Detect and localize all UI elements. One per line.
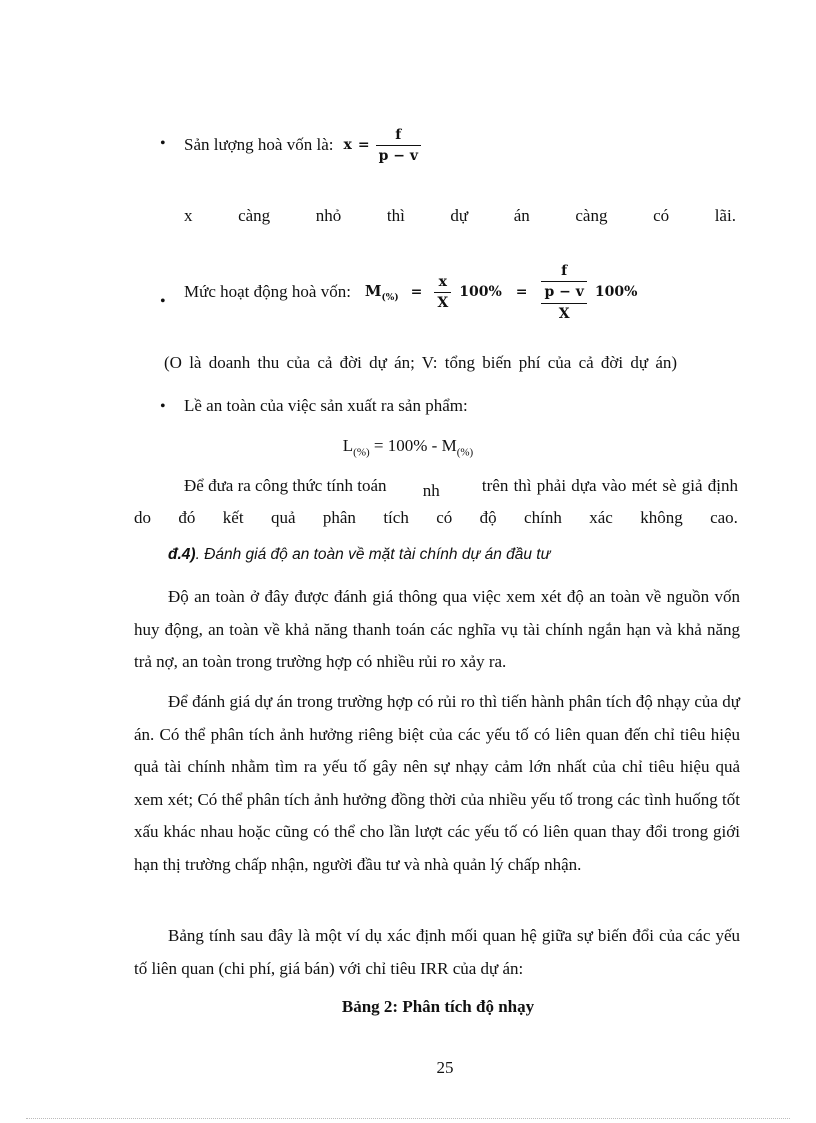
breakeven-note [184,206,736,226]
formula-sub: (%) [353,446,370,459]
activity-lhs [365,282,399,303]
note-word: lãi. [714,206,736,225]
assume-word: do [134,508,151,527]
note-word: án [513,206,530,225]
paren-note [164,353,738,373]
activity-compound-fraction [541,263,586,322]
formula-mid: = 100% - M [369,436,457,455]
assumption-text-b: trên thì phải dựa vào mét sè giả định [481,476,738,495]
breakeven-output-equals: = [357,137,370,153]
breakeven-output-fraction [376,127,421,164]
assume-word: cao. [710,508,738,527]
note-word: có [653,206,670,225]
safety-margin-formula [0,436,816,458]
fraction-denominator: X [558,305,570,322]
fraction-denominator: p − v [378,147,418,164]
fraction-numerator: f [561,262,568,279]
section-heading-number: đ.4) [168,546,196,563]
formula-l: L [342,436,354,455]
activity-percent-1: 100% [459,284,502,300]
assumption-line-1 [184,476,738,500]
note-word: thì [386,206,405,225]
assume-word: có [436,508,453,527]
section-heading [168,546,550,564]
bullet-icon: • [160,293,166,310]
breakeven-activity-formula [184,252,637,332]
assume-word: độ [479,508,497,527]
assumption-nh: nh [422,481,440,500]
assume-word: tích [383,508,409,527]
paragraph-sensitivity: Để đánh giá dự án trong trường hợp có rủi ro thì tiến hành phân tích độ nhạy của dự án. Có thể phân tích ảnh hưởng riêng biệt của các yếu tố có liên quan đến chỉ tiêu hiệu quả tài chính nhằm tìm ra yếu tố gây nên sự nhạy cảm lớn nhất của chỉ tiêu hiệu quả xem xét; Có thể phân tích ảnh hưởng đồng thời của nhiều yếu tố trong các tình huống tốt xấu khác nhau hoặc cũng có thể cho lần lượt các yếu tố có liên quan thay đổi trong giới hạn thị trường chấp nhận, người đầu tư và nhà quản lý chấp nhận. [134,692,740,874]
activity-inner-fraction [541,263,586,303]
formula-sub: (%) [456,446,474,459]
assume-word: xác [589,508,613,527]
fraction-denominator: p − v [544,283,584,300]
page-number: 25 [436,1058,454,1077]
paragraph-table-intro: Bảng tính sau đây là một ví dụ xác định mối quan hệ giữa sự biến đổi của các yếu tố liên quan (chi phí, giá bán) với chỉ tiêu IRR của dự án: [134,926,740,978]
assumption-text-a: Để đưa ra công thức tính toán [184,476,387,495]
assume-word: đó [178,508,196,527]
assume-word: phân [322,508,356,527]
breakeven-output-formula [184,120,421,170]
activity-lhs-main: M [364,281,382,300]
paren-note-text: (O là doanh thu của cả đời dự án; V: tổng biến phí của cả đời dự án) [164,353,678,372]
page-bottom-rule [26,1118,790,1119]
fraction-denominator: X [437,294,449,311]
activity-fraction-1 [434,274,451,311]
breakeven-output-label: Sản lượng hoà vốn là: [184,135,334,154]
breakeven-activity-label: Mức hoạt động hoà vốn: [184,282,351,301]
assumption-line-2 [134,508,738,528]
note-word: càng [575,206,608,225]
assume-word: chính [524,508,562,527]
paragraph-safety: Độ an toàn ở đây được đánh giá thông qua việc xem xét độ an toàn về nguồn vốn huy động, an toàn về khả năng thanh toán các nghĩa vụ tài chính ngắn hạn và khả năng trả nợ, an toàn trong trường hợp có nhiều rủi ro xảy ra. [134,587,740,671]
breakeven-output-lhs: x [343,137,352,153]
section-heading-text: . Đánh giá độ an toàn về mặt tài chính dự án đầu tư [195,546,551,563]
activity-equals-1: = [410,284,423,300]
activity-percent-2: 100% [594,284,638,300]
fraction-numerator: x [438,273,447,290]
note-word: nhỏ [315,206,342,225]
activity-equals-2: = [515,284,528,300]
fraction-numerator: f [395,126,402,143]
note-word: dự [450,206,469,225]
assume-word: quả [270,508,296,527]
assume-word: kết [222,508,244,527]
activity-lhs-sub: (%) [381,292,399,303]
bullet-icon: • [160,398,166,415]
bullet-icon: • [160,135,166,152]
note-word: x [184,206,193,225]
safety-margin-label: Lề an toàn của việc sản xuất ra sản phẩm: [184,396,468,415]
table-title: Bảng 2: Phân tích độ nhạy [341,997,535,1016]
assume-word: không [640,508,683,527]
note-word: càng [238,206,271,225]
